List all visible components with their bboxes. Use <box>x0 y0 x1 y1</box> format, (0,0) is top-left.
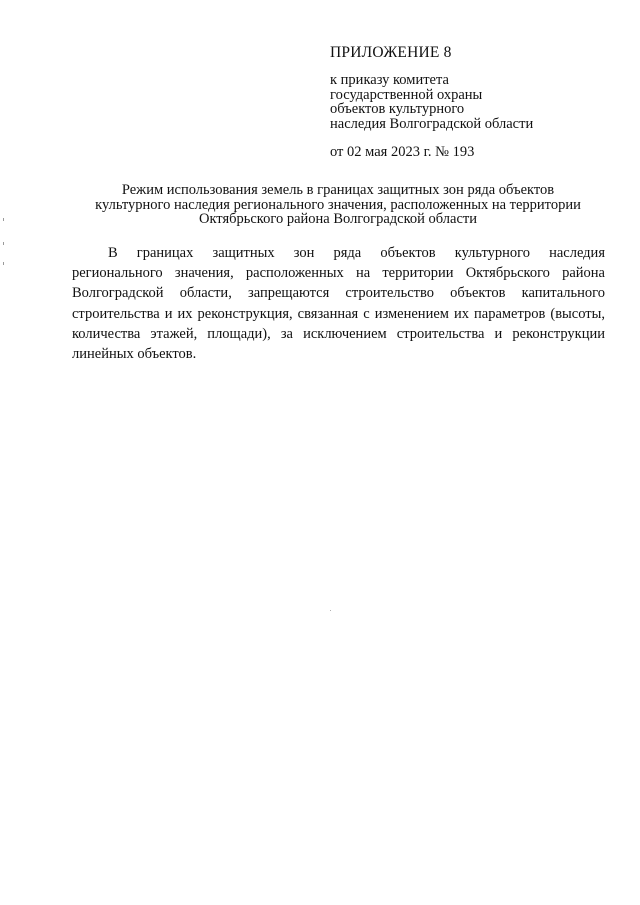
paragraph-line: количества этажей, площади), за исключением строительства и реконструкции <box>72 325 605 342</box>
appendix-header <box>330 44 610 160</box>
appendix-line: объектов культурного <box>330 101 465 117</box>
scan-margin-mark <box>3 218 4 221</box>
title-line: Октябрьского района Волгоградской области <box>198 211 477 227</box>
paragraph-line: Волгоградской области, запрещаются строительство объектов капитального <box>72 285 605 302</box>
paragraph-line: строительства и их реконструкция, связанная с изменением их параметров (высоты, <box>72 305 605 322</box>
title-line: Режим использования земель в границах защитных зон ряда объектов <box>121 182 555 198</box>
scan-margin-mark <box>3 242 4 245</box>
paragraph-line: В границах защитных зон ряда объектов культурного наследия <box>108 245 605 261</box>
appendix-order-reference <box>330 73 610 131</box>
appendix-title: ПРИЛОЖЕНИЕ 8 <box>330 44 452 61</box>
paragraph-line: линейных объектов. <box>72 346 197 363</box>
appendix-line: наследия Волгоградской области <box>330 115 534 132</box>
scan-speck <box>330 610 331 611</box>
document-title <box>60 183 616 227</box>
order-date: от 02 мая 2023 г. № 193 <box>330 144 475 160</box>
scan-margin-mark <box>3 262 4 265</box>
appendix-line: к приказу комитета <box>330 72 449 88</box>
title-line: культурного наследия регионального значения, расположенных на территории <box>95 196 581 213</box>
body-paragraph <box>72 243 605 364</box>
paragraph-line: регионального значения, расположенных на территории Октябрьского района <box>72 265 605 282</box>
appendix-line: государственной охраны <box>330 86 483 103</box>
